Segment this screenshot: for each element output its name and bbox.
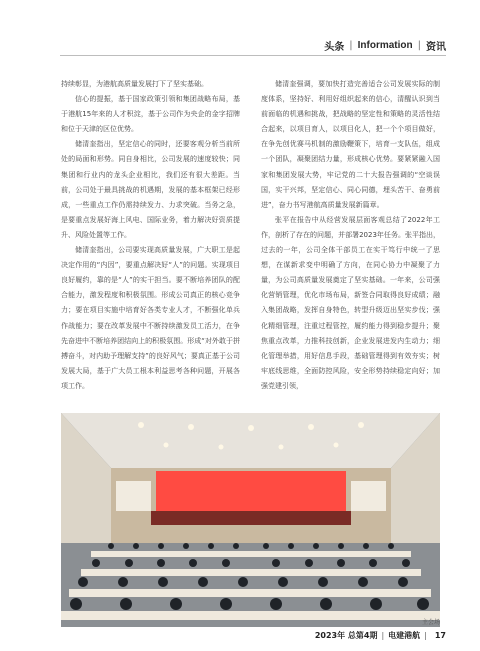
- article-column-right: [261, 77, 440, 394]
- issue-label: 2023年 总第4期: [314, 631, 378, 640]
- photo-caption: 主会场: [421, 619, 440, 626]
- header-section-news: 资讯: [426, 42, 446, 53]
- paragraph: 信心的提振，基于国家政策引领和集团战略布局，基于港航15年来的人才积淀，基于公司作为央企的金字招牌和位于天津的区位优势。: [61, 95, 240, 134]
- header-section-information: Information: [357, 40, 413, 51]
- page-number: 17: [434, 631, 446, 640]
- article-column-left: [61, 77, 240, 394]
- page-footer: 2023年 总第4期 | 电建港航 | 17: [314, 631, 446, 640]
- paragraph: 持续彰显，为港航高质量发展打下了坚实基础。: [61, 80, 208, 88]
- paragraph: 张平在报告中从经营发展层面客观总结了2022年工作，剖析了存在的问题，并部署2023年任务。张平指出，过去的一年，公司全体干部员工在实干笃行中统一了思想，在谋新求变中明确了方向，在同心协力中凝聚了力量，为公司高质量发展奠定了坚实基础。一年来，公司强化营销管理，优化市场布局，新签合同取得良好成绩；融入集团战略，发挥自身特色，转型升级迈出坚实步伐；强化精细管理，注重过程管控，履约能力得到稳步提升；聚焦重点改革，力推科技创新，企业发展进发内生动力；细化管理举措，用好信息手段，基础管理得到有效夯实；树牢底线思维，全面防控风险，安全形势持续稳定向好；加强党建引领，: [261, 215, 440, 390]
- paragraph: 储清奎强调，要加快打造完善适合公司发展实际的制度体系，坚持好、利用好组织起来的信心，清醒认识到当前面临的机遇和挑战，把战略的坚定性和策略的灵活性结合起来，以项目育人，以项目化人，把一个个项目做好，在争先创优赛马机制的激励鞭策下，培育一支队伍，组成一个团队，凝聚团结力量，形成核心优势。要紧紧融入国家和集团发展大势，牢记党的二十大报告强调的“空谈误国，实干兴邦，坚定信心、同心同德，埋头苦干、奋勇前进”，奋力书写港航高质量发展新篇章。: [261, 80, 440, 209]
- header-section-headline: 头条: [324, 42, 345, 53]
- meeting-hall-illustration: [61, 413, 440, 627]
- meeting-hall-photo: [61, 413, 440, 627]
- magazine-name: 电建港航: [388, 631, 421, 640]
- paragraph: 储清奎指出，坚定信心的同时，还要客观分析当前所处的局面和形势。同自身相比，公司发展的速度较快；同集团和行业内的龙头企业相比，我们还有很大差距。当前，公司处于最具挑战的机遇期，发展的基本框架已经形成，一些重点工作仍需持续发力、力求突破。当务之急，是要重点发展好海上风电、国际业务，着力解决好资质提升、风险处置等工作。: [61, 140, 240, 239]
- paragraph: 储清奎指出，公司要实现高质量发展，广大职工是起决定作用的“内因”，要重点解决好“人”的问题。实现项目良好履约，靠的是“人”的实干担当。要不断培养团队的配合能力，激发程度和积极氛围。形成公司真正的核心竞争力；要在项目实施中培育好各类专业人才，不断强化单兵作战能力；要在改革发展中不断持续激发员工活力，在争先奋进中不断培养团结向上的积极氛围。形成“对外敢于拼搏奋斗，对内助予理解支持”的良好风气；要真正基于公司发展大局，基于广大员工根本利益思考各种问题，开展各项工作。: [61, 246, 240, 390]
- header-divider: [60, 55, 446, 56]
- page-header: 头条 | Information | 资讯: [324, 40, 446, 53]
